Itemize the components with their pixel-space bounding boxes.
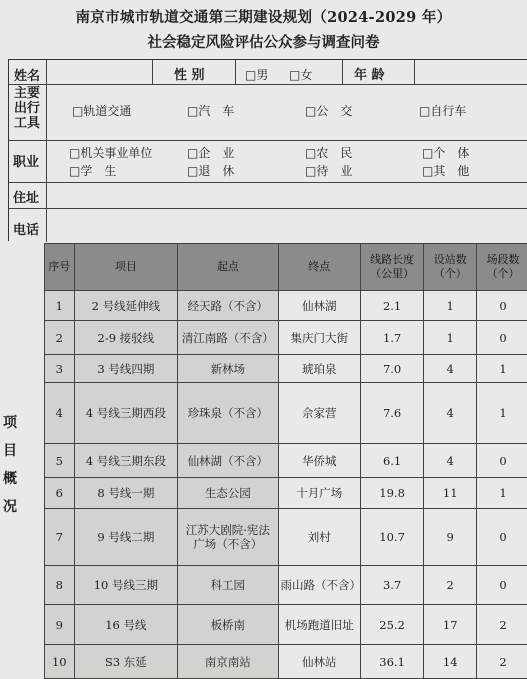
cell-no: 4 <box>45 383 75 444</box>
cell-start: 板桥南 <box>178 605 278 645</box>
cell-length: 36.1 <box>360 645 423 679</box>
cell-end: 仙林站 <box>278 645 360 679</box>
cell-length: 3.7 <box>360 566 423 605</box>
cell-stations: 11 <box>424 478 477 509</box>
cell-stations: 9 <box>424 509 477 566</box>
cell-no: 2 <box>45 321 75 355</box>
cell-stations: 4 <box>424 355 477 383</box>
gender-label: 性 别 <box>174 64 205 83</box>
side-label-4: 况 <box>2 496 18 516</box>
cell-start: 清江南路（不含） <box>178 321 278 355</box>
cell-project: 2 号线延伸线 <box>74 291 178 321</box>
table-row <box>45 645 527 679</box>
cell-depots: 0 <box>477 509 527 566</box>
cell-stations: 1 <box>424 291 477 321</box>
cell-project: 2-9 接驳线 <box>74 321 178 355</box>
cell-length: 2.1 <box>360 291 423 321</box>
document-subtitle: 社会稳定风险评估公众参与调查问卷 <box>0 31 527 52</box>
cell-end: 琥珀泉 <box>278 355 360 383</box>
cell-project: 4 号线三期东段 <box>74 444 178 478</box>
document-title: 南京市城市轨道交通第三期建设规划（2024-2029 年） <box>0 6 527 27</box>
transport-option-bus[interactable]: □公 交 <box>305 102 352 119</box>
cell-no: 8 <box>45 566 75 605</box>
cell-start: 仙林湖（不含） <box>178 444 278 478</box>
cell-start: 江苏大剧院·宪法广场（不含） <box>178 509 278 566</box>
occupation-option-self-employed[interactable]: □个 体 <box>422 144 469 161</box>
table-row <box>45 444 527 478</box>
cell-stations: 1 <box>424 321 477 355</box>
cell-start: 新林场 <box>178 355 278 383</box>
cell-length: 10.7 <box>360 509 423 566</box>
cell-project: 8 号线一期 <box>74 478 178 509</box>
header-length: 线路长度（公里） <box>360 244 423 291</box>
cell-stations: 2 <box>424 566 477 605</box>
cell-end: 刘村 <box>278 509 360 566</box>
cell-depots: 0 <box>477 566 527 605</box>
cell-depots: 2 <box>477 645 527 679</box>
cell-depots: 0 <box>477 291 527 321</box>
cell-no: 10 <box>45 645 75 679</box>
table-row <box>45 478 527 509</box>
personal-info-form <box>8 59 527 241</box>
side-label-2: 目 <box>2 440 18 460</box>
name-label: 姓名 <box>14 65 40 84</box>
occupation-option-other[interactable]: □其 他 <box>422 162 469 179</box>
address-label: 住址 <box>13 187 39 206</box>
transport-option-rail[interactable]: □轨道交通 <box>72 102 131 119</box>
header-no: 序号 <box>45 244 75 291</box>
cell-project: 9 号线二期 <box>74 509 178 566</box>
gender-option-female[interactable]: □女 <box>289 66 312 83</box>
cell-length: 25.2 <box>360 605 423 645</box>
header-project: 项目 <box>74 244 178 291</box>
cell-start: 科工园 <box>178 566 278 605</box>
table-row <box>45 566 527 605</box>
table-row <box>45 509 527 566</box>
occupation-option-government[interactable]: □机关事业单位 <box>69 144 152 161</box>
cell-project: S3 东延 <box>74 645 178 679</box>
cell-end: 集庆门大街 <box>278 321 360 355</box>
table-row <box>45 383 527 444</box>
cell-stations: 17 <box>424 605 477 645</box>
occupation-option-student[interactable]: □学 生 <box>69 162 116 179</box>
header-start: 起点 <box>178 244 278 291</box>
table-header-row <box>45 244 527 291</box>
cell-end: 华侨城 <box>278 444 360 478</box>
table-row <box>45 321 527 355</box>
cell-end: 机场跑道旧址 <box>278 605 360 645</box>
cell-no: 9 <box>45 605 75 645</box>
cell-start: 生态公园 <box>178 478 278 509</box>
transport-option-car[interactable]: □汽 车 <box>187 102 234 119</box>
cell-start: 珍珠泉（不含） <box>178 383 278 444</box>
cell-depots: 0 <box>477 444 527 478</box>
occupation-option-unemployed[interactable]: □待 业 <box>305 162 352 179</box>
cell-no: 5 <box>45 444 75 478</box>
table-row <box>45 291 527 321</box>
header-depots: 场段数（个） <box>477 244 527 291</box>
gender-option-male[interactable]: □男 <box>245 66 268 83</box>
cell-project: 4 号线三期西段 <box>74 383 178 444</box>
table-row <box>45 605 527 645</box>
transport-label: 主要出行工具 <box>14 86 44 131</box>
cell-no: 6 <box>45 478 75 509</box>
occupation-option-retired[interactable]: □退 休 <box>187 162 234 179</box>
occupation-option-farmer[interactable]: □农 民 <box>305 144 352 161</box>
cell-start: 经天路（不含） <box>178 291 278 321</box>
project-table <box>44 243 527 679</box>
cell-start: 南京南站 <box>178 645 278 679</box>
cell-length: 19.8 <box>360 478 423 509</box>
cell-stations: 4 <box>424 444 477 478</box>
side-label-1: 项 <box>2 412 18 432</box>
occupation-option-enterprise[interactable]: □企 业 <box>187 144 234 161</box>
cell-project: 3 号线四期 <box>74 355 178 383</box>
cell-project: 10 号线三期 <box>74 566 178 605</box>
table-row <box>45 355 527 383</box>
cell-depots: 2 <box>477 605 527 645</box>
cell-length: 6.1 <box>360 444 423 478</box>
age-label: 年 龄 <box>354 64 385 83</box>
cell-depots: 1 <box>477 478 527 509</box>
cell-depots: 0 <box>477 321 527 355</box>
cell-stations: 4 <box>424 383 477 444</box>
side-label-3: 概 <box>2 468 18 488</box>
cell-no: 7 <box>45 509 75 566</box>
cell-end: 雨山路（不含） <box>278 566 360 605</box>
cell-stations: 14 <box>424 645 477 679</box>
phone-label: 电话 <box>13 219 39 238</box>
cell-depots: 1 <box>477 355 527 383</box>
cell-end: 仙林湖 <box>278 291 360 321</box>
header-end: 终点 <box>278 244 360 291</box>
cell-project: 16 号线 <box>74 605 178 645</box>
cell-end: 十月广场 <box>278 478 360 509</box>
cell-end: 佘家营 <box>278 383 360 444</box>
cell-length: 7.6 <box>360 383 423 444</box>
transport-option-bicycle[interactable]: □自行车 <box>419 102 466 119</box>
occupation-label: 职业 <box>13 151 39 170</box>
cell-no: 3 <box>45 355 75 383</box>
cell-no: 1 <box>45 291 75 321</box>
header-stations: 设站数（个） <box>424 244 477 291</box>
cell-length: 7.0 <box>360 355 423 383</box>
cell-depots: 1 <box>477 383 527 444</box>
cell-length: 1.7 <box>360 321 423 355</box>
